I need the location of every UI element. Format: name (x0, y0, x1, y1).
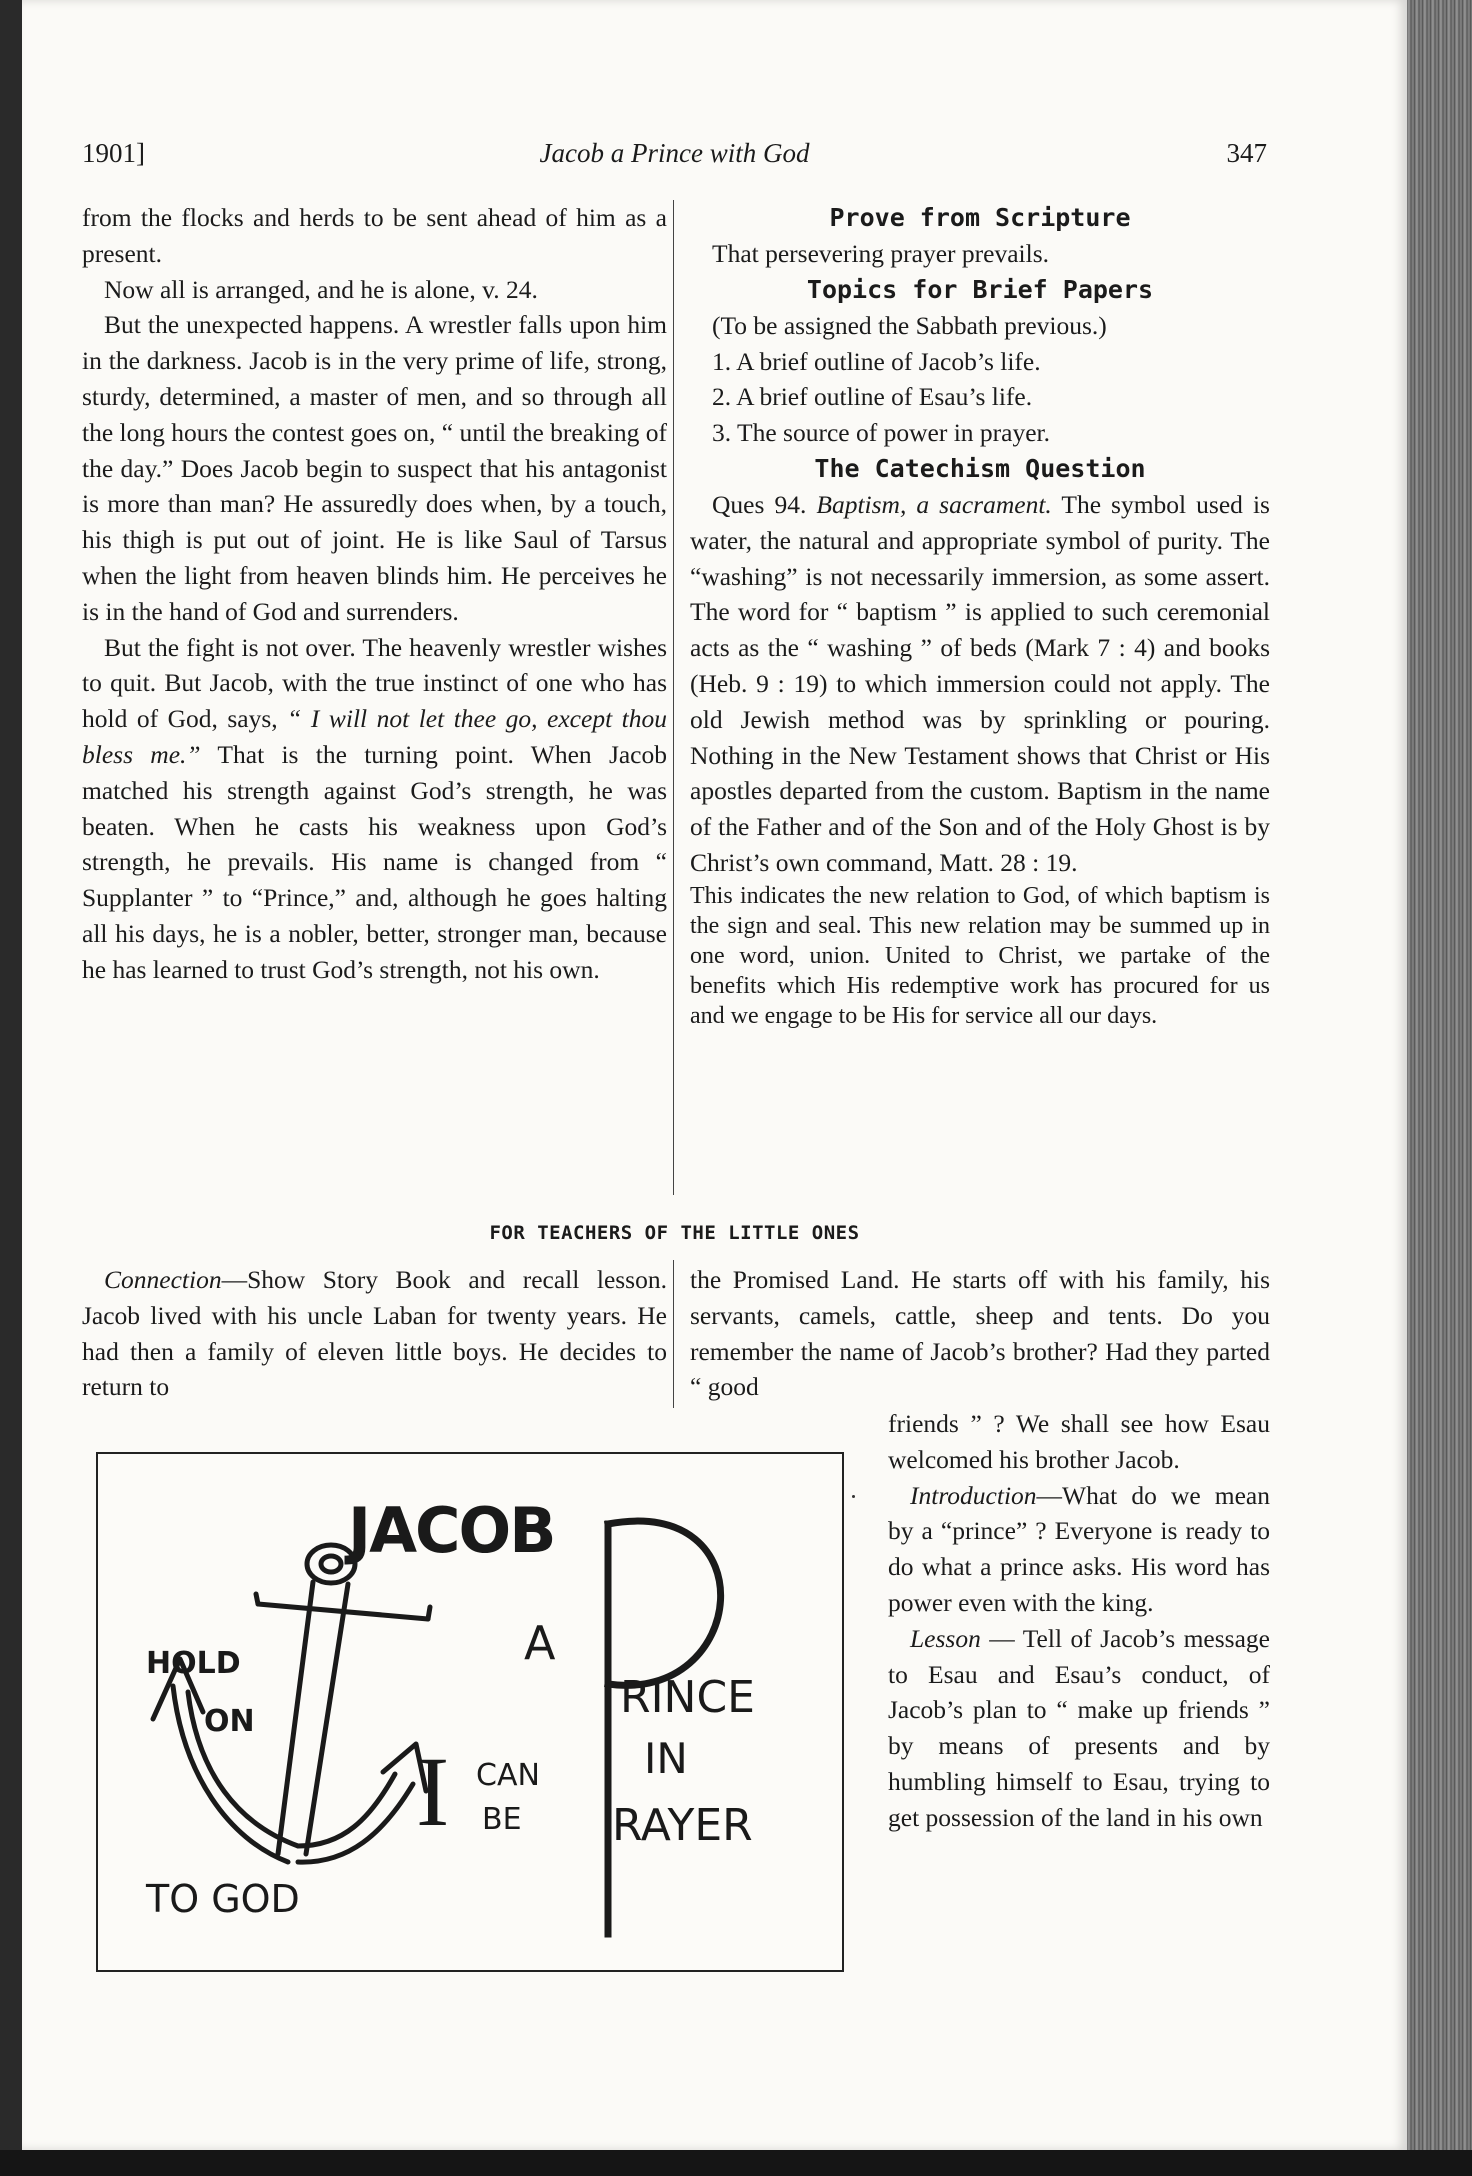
illustration-on: ON (204, 1704, 255, 1739)
quotation: “ I will not let thee go, except thou bless me.” (82, 704, 667, 769)
topics-note: (To be assigned the Sabbath previous.) (712, 310, 1107, 340)
illustration-in: IN (644, 1734, 688, 1783)
paragraph: But the unexpected happens. A wrestler falls upon him in the darkness. Jacob is in the very prime of life, strong, sturdy, determined, a master of men, and so through all the long hours the contest goes on, “ until the breaking of the day.” Does Jacob begin to suspect that his antagonist is more than man? He assuredly does when, by a touch, his thigh is put out of joint. He is like Saul of Tarsus when the light from heaven blinds him. He perceives he is in the hand of God and surrenders. (82, 310, 667, 626)
running-header (82, 138, 1267, 178)
section-heading-prove: Prove from Scripture (829, 203, 1131, 232)
paragraph-text: That is the turning point. When Jacob matched his strength against God’s strength, he was beaten. When he casts his weakness upon God’s strength, he prevails. His name is changed from “ Supplanter ” to “Prince,” and, although he goes halting all his days, he is a nobler, better, stronger man, because he has learned to trust God’s strength, not his own. (82, 739, 668, 984)
illustration-i: I (416, 1736, 450, 1847)
list-item: 1. A brief outline of Jacob’s life. (712, 346, 1041, 376)
illustration-rince: RINCE (620, 1672, 755, 1723)
teachers-left-column (82, 1262, 667, 1405)
list-item: 3. The source of power in prayer. (712, 418, 1050, 448)
illustration-be: BE (482, 1802, 522, 1837)
paragraph-text: —What do we mean by a “prince” ? Everyone is ready to do what a prince asks. His word has power even with the king. (888, 1480, 1270, 1617)
paragraph-text: But the fight is not over. The heavenly wrestler wishes to quit. But Jacob, with the true instinct of one who has hold of God, says, (82, 632, 667, 734)
book-spine-left (0, 0, 22, 2176)
section-heading-catechism: The Catechism Question (814, 453, 1146, 483)
column-rule (673, 200, 674, 1195)
catechism-topic: Baptism, a sacrament. (816, 489, 1052, 519)
stray-mark (852, 1495, 855, 1498)
running-year: 1901] (82, 138, 145, 168)
illustration-jacob: JACOB (348, 1494, 555, 1567)
blackboard-illustration (96, 1452, 844, 1972)
paragraph: friends ” ? We shall see how Esau welcomed his brother Jacob. (888, 1409, 1270, 1474)
illustration-a: A (524, 1616, 556, 1670)
paragraph: Now all is arranged, and he is alone, v. 24. (104, 274, 538, 304)
paragraph (82, 630, 667, 988)
teachers-right-narrow-column (888, 1406, 1270, 1836)
paragraph: the Promised Land. He starts off with his family, his servants, camels, cattle, sheep and tents. Do you remember the name of Jacob’s brother? Had they parted “ good (690, 1265, 1270, 1402)
illustration-rayer: RAYER (612, 1800, 753, 1851)
list-item: 2. A brief outline of Esau’s life. (712, 382, 1033, 412)
paragraph-text: —Show Story Book and recall lesson. Jacob lived with his uncle Laban for twenty years. He had then a family of eleven little boys. He decides to return to (82, 1265, 667, 1402)
teachers-heading: FOR TEACHERS OF THE LITTLE ONES (489, 1222, 860, 1244)
run-in-label: Lesson (910, 1623, 981, 1653)
illustration-can: CAN (476, 1758, 540, 1793)
run-in-label: Introduction (910, 1480, 1037, 1510)
illustration-to-god: TO GOD (146, 1877, 300, 1921)
running-title: Jacob a Prince with God (539, 138, 810, 168)
topics-list (690, 308, 1270, 451)
section-heading-topics: Topics for Brief Papers (806, 274, 1154, 304)
left-column (82, 200, 667, 988)
column-rule (673, 1260, 674, 1408)
paragraph: That persevering prayer prevails. (712, 239, 1050, 268)
paragraph (82, 1262, 667, 1405)
run-in-label: Connection (104, 1265, 222, 1294)
illustration-hold: HOLD (146, 1646, 241, 1681)
paragraph (888, 1478, 1270, 1621)
paragraph-text: — Tell of Jacob’s message to Esau and Esau’s conduct, of Jacob’s plan to “ make up friends ” by means of presents and by humbling himself to Esau, trying to get possession of the land in his own (888, 1623, 1270, 1832)
teachers-right-column (690, 1262, 1270, 1405)
page-edges (1407, 0, 1472, 2176)
book-bottom-shadow (0, 2150, 1472, 2176)
paragraph (888, 1621, 1270, 1836)
page-number: 347 (1226, 138, 1267, 168)
paragraph-text: Ques 94. (712, 489, 817, 519)
right-column (690, 200, 1270, 1031)
paragraph-text: The symbol used is water, the natural and appropriate symbol of purity. The “washing” is not necessarily immersion, as some assert. The word for “ baptism ” is applied to such ceremonial acts as the “ washing ” of beds (Mark 7 : 4) and books (Heb. 9 : 19) to which immersion could not apply. The old Jewish method was by sprinkling or pouring. Nothing in the New Testament shows that Christ or His apostles departed from the custom. Baptism in the name of the Father and of the Son and of the Holy Ghost is by Christ’s own command, Matt. 28 : 19. (690, 489, 1270, 877)
paragraph (690, 487, 1270, 881)
paragraph: from the flocks and herds to be sent ahead of him as a present. (82, 203, 667, 268)
paragraph-small: This indicates the new relation to God, of which baptism is the sign and seal. This new relation may be summed up in one word, union. United to Christ, we partake of the benefits which His redemptive work has procured for us and we engage to be His for service all our days. (690, 882, 1270, 1029)
